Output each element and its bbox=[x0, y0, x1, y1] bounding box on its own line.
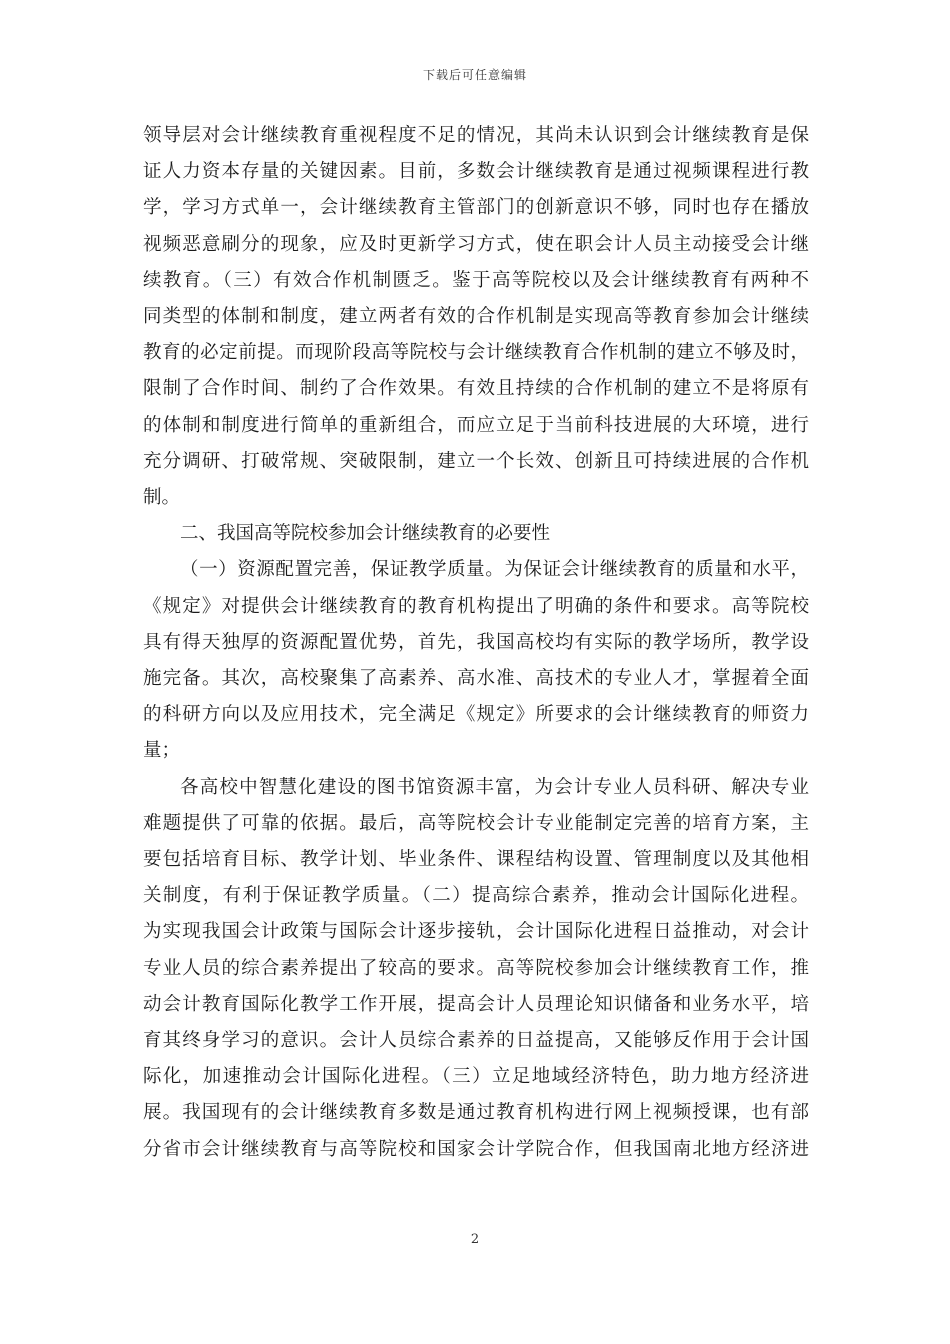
body-line: 充分调研、打破常规、突破限制，建立一个长效、创新且可持续进展的合作机 bbox=[143, 450, 809, 472]
body-line: 要包括培育目标、教学计划、毕业条件、课程结构设置、管理制度以及其他相 bbox=[143, 849, 809, 871]
body-line: 视频恶意刷分的现象，应及时更新学习方式，使在职会计人员主动接受会计继 bbox=[143, 233, 809, 255]
body-line: 同类型的体制和制度，建立两者有效的合作机制是实现高等教育参加会计继续 bbox=[143, 306, 809, 328]
body-line: 量； bbox=[143, 740, 181, 762]
body-line: 育其终身学习的意识。会计人员综合素养的日益提高，又能够反作用于会计国 bbox=[143, 1030, 809, 1052]
page-number: 2 bbox=[470, 1232, 480, 1247]
body-line: 限制了合作时间、制约了合作效果。有效且持续的合作机制的建立不是将原有 bbox=[143, 378, 809, 400]
body-line: （一）资源配置完善，保证教学质量。为保证会计继续教育的质量和水平， bbox=[180, 559, 809, 581]
body-line: 的科研方向以及应用技术，完全满足《规定》所要求的会计继续教育的师资力 bbox=[143, 704, 809, 726]
body-line: 具有得天独厚的资源配置优势，首先，我国高校均有实际的教学场所，教学设 bbox=[143, 631, 809, 653]
section-heading: 二、我国高等院校参加会计继续教育的必要性 bbox=[180, 523, 551, 545]
body-line: 为实现我国会计政策与国际会计逐步接轨，会计国际化进程日益推动，对会计 bbox=[143, 921, 809, 943]
body-line: 关制度，有利于保证教学质量。（二）提高综合素养，推动会计国际化进程。 bbox=[143, 885, 809, 907]
body-line: 领导层对会计继续教育重视程度不足的情况，其尚未认识到会计继续教育是保 bbox=[143, 125, 809, 146]
page-header: 下载后可任意编辑 bbox=[422, 68, 527, 82]
body-line: 分省市会计继续教育与高等院校和国家会计学院合作，但我国南北地方经济进 bbox=[143, 1138, 809, 1160]
body-line: 制。 bbox=[143, 487, 181, 509]
body-line: 难题提供了可靠的依据。最后，高等院校会计专业能制定完善的培育方案，主 bbox=[143, 812, 809, 834]
body-line: 际化，加速推动会计国际化进程。（三）立足地域经济特色，助力地方经济进 bbox=[143, 1066, 809, 1088]
document-body bbox=[143, 118, 809, 1168]
body-line: 的体制和制度进行简单的重新组合，而应立足于当前科技进展的大环境，进行 bbox=[143, 414, 809, 436]
body-line: 续教育。（三）有效合作机制匮乏。鉴于高等院校以及会计继续教育有两种不 bbox=[143, 269, 809, 291]
body-line: 证人力资本存量的关键因素。目前，多数会计继续教育是通过视频课程进行教 bbox=[143, 161, 809, 183]
body-line: 各高校中智慧化建设的图书馆资源丰富，为会计专业人员科研、解决专业 bbox=[180, 776, 809, 798]
body-line: 学，学习方式单一，会计继续教育主管部门的创新意识不够，同时也存在播放 bbox=[143, 197, 809, 219]
body-line: 《规定》对提供会计继续教育的教育机构提出了明确的条件和要求。高等院校 bbox=[143, 595, 809, 617]
body-line: 教育的必定前提。而现阶段高等院校与会计继续教育合作机制的建立不够及时， bbox=[143, 342, 809, 364]
body-line: 施完备。其次，高校聚集了高素养、高水准、高技术的专业人才，掌握着全面 bbox=[143, 668, 809, 690]
body-line: 展。我国现有的会计继续教育多数是通过教育机构进行网上视频授课，也有部 bbox=[143, 1102, 809, 1124]
body-line: 动会计教育国际化教学工作开展，提高会计人员理论知识储备和业务水平，培 bbox=[143, 993, 809, 1015]
body-line: 专业人员的综合素养提出了较高的要求。高等院校参加会计继续教育工作，推 bbox=[143, 957, 809, 979]
